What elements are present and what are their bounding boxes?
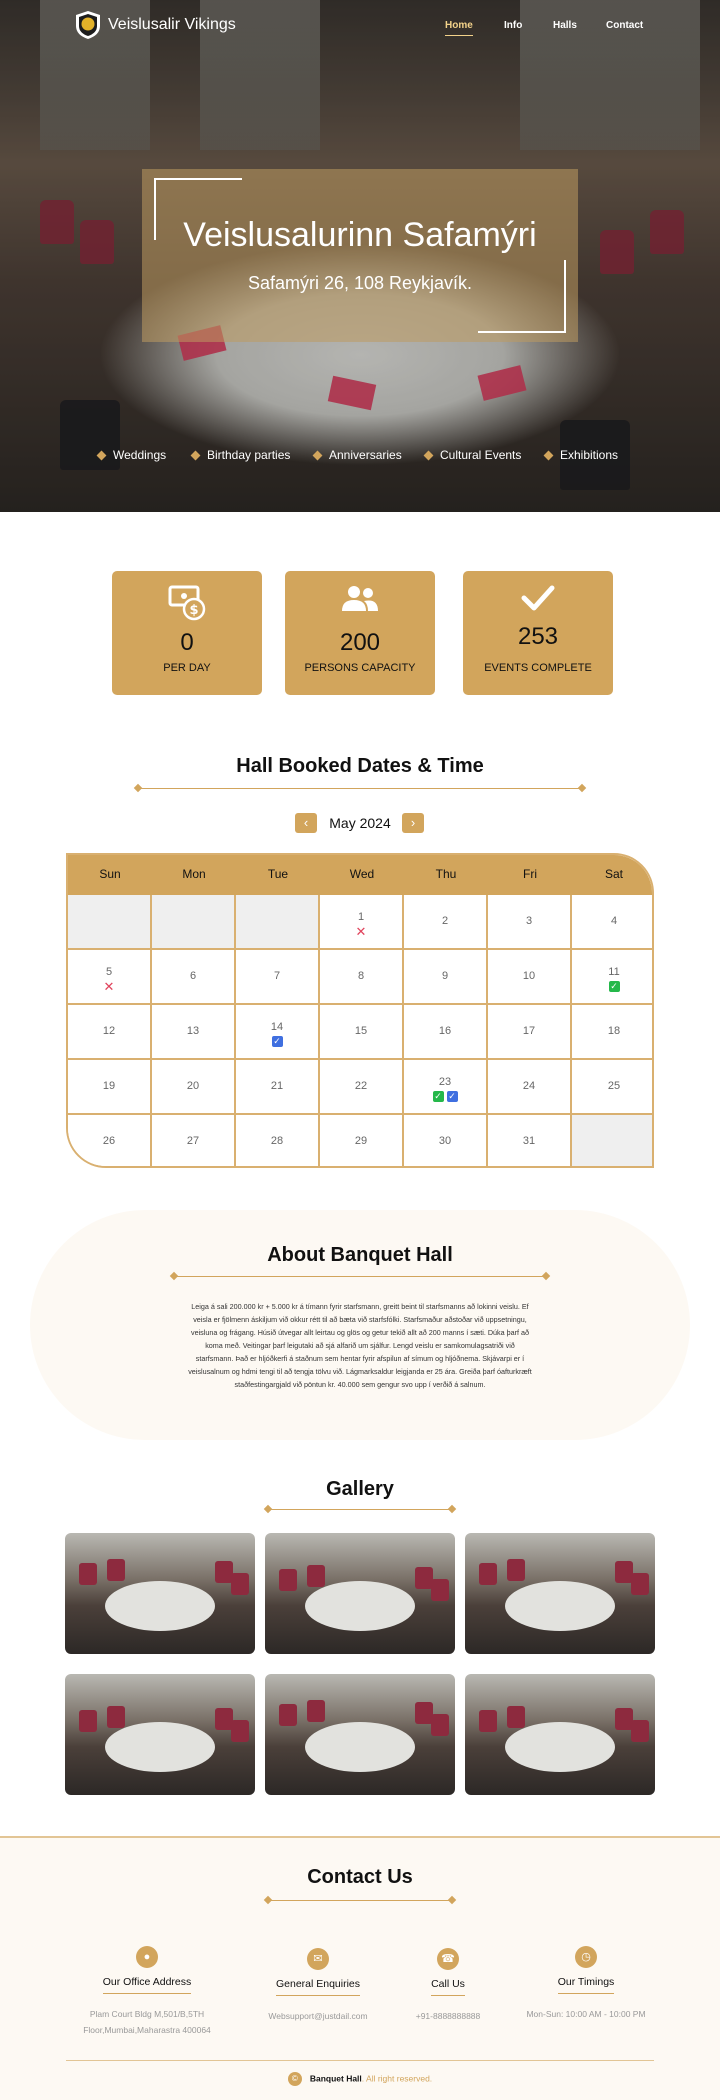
gallery-photo[interactable]	[65, 1674, 255, 1795]
photo-chair-shape	[431, 1714, 449, 1736]
calendar-day-number: 7	[273, 970, 281, 982]
calendar-day-cell[interactable]	[236, 1005, 320, 1060]
check-icon	[520, 583, 556, 613]
stat-card-events	[463, 571, 613, 695]
booking-marks	[320, 926, 402, 937]
calendar-day-cell[interactable]	[152, 1005, 236, 1060]
section-divider	[268, 1509, 452, 1510]
about-text: Leiga á sali 200.000 kr + 5.000 kr á tímann fyrir starfsmann, greitt beint til starfsmanns að lokinni veislu. Ef veisla er fjölmenn áskiljum við okkur rétt til að bæta við starfsfólki. Starfsmaður aðstoðar við uppsetningu, veisluna og frágang. Húsið útvegar allt leirtau og glös og getur tekið allt að 200 manns í sæti. Dúka þarf að koma með. Veitingar þarf leigutaki að sjá alfarið um sjálfur. Lengd veislu er samkomulagsatriði við starfsmann. Það er hljóðkerfi á staðnum sem hentar fyrir afspilun af símum og hljóðnema. Skjávarpi er í veislusalnum og hdmi tengi til að tengja tölvu við. Lágmarksaldur leigjanda er 25 ára. Greiða þarf óafturkræft staðfestingargjald við pöntun kr. 40.000 sem gengur svo upp í verðið á salnum.	[188, 1302, 532, 1389]
calendar-day-cell[interactable]	[404, 1115, 488, 1168]
photo-chair-shape	[631, 1573, 649, 1595]
contact-item-text[interactable]: Websupport@justdail.com	[268, 2011, 368, 2021]
calendar-day-cell[interactable]	[320, 1115, 404, 1168]
contact-item-text: Plam Court Bldg M,501/B,5TH Floor,Mumbai,Maharastra 400064	[83, 2009, 211, 2035]
photo-chair-shape	[631, 1720, 649, 1742]
booking-marks	[404, 1091, 486, 1102]
diamond-icon	[424, 450, 434, 460]
contact-heading: Contact Us	[307, 1866, 413, 1888]
calendar-day-cell[interactable]	[236, 950, 320, 1005]
calendar-day-number: 26	[102, 1135, 116, 1147]
event-tag	[314, 448, 402, 462]
footer	[0, 2072, 720, 2086]
diamond-icon	[544, 450, 554, 460]
booked-cross-icon: ✕	[355, 924, 367, 939]
event-tag	[98, 448, 166, 462]
contact-enquiries	[243, 1948, 393, 2024]
calendar-day-cell[interactable]	[320, 1060, 404, 1115]
calendar-day-cell[interactable]	[68, 950, 152, 1005]
booking-marks	[68, 981, 150, 992]
calendar-day-cell[interactable]	[152, 950, 236, 1005]
gallery-photo[interactable]	[465, 1533, 655, 1654]
calendar-day-cell[interactable]	[404, 1005, 488, 1060]
calendar-day-cell[interactable]	[68, 1005, 152, 1060]
calendar-empty-cell	[68, 895, 152, 950]
calendar-day-number: 20	[186, 1080, 200, 1092]
weekday-label: Mon	[182, 867, 206, 881]
diamond-icon	[313, 450, 323, 460]
booked-check-green-icon: ✓	[434, 1091, 442, 1101]
calendar-day-number: 25	[607, 1080, 621, 1092]
booked-check-blue-icon: ✓	[448, 1091, 456, 1101]
weekday-label: Sun	[99, 867, 121, 881]
calendar-weekday-header	[68, 855, 652, 895]
copyright-icon: ©	[288, 2072, 302, 2086]
calendar-day-number: 27	[186, 1135, 200, 1147]
weekday-label: Tue	[267, 867, 289, 881]
calendar-day-cell[interactable]	[68, 1115, 152, 1168]
calendar-day-cell[interactable]	[404, 895, 488, 950]
gallery-photo[interactable]	[65, 1533, 255, 1654]
stat-label: PER DAY	[163, 662, 211, 674]
event-tag	[425, 448, 521, 462]
stat-value: 0	[180, 629, 194, 656]
hero-section	[0, 0, 720, 512]
stat-label: PERSONS CAPACITY	[304, 662, 416, 674]
calendar-day-number: 21	[270, 1080, 284, 1092]
calendar-day-number: 15	[354, 1025, 368, 1037]
calendar-day-cell[interactable]	[488, 1005, 572, 1060]
diamond-icon	[97, 450, 107, 460]
section-divider	[138, 788, 582, 789]
hero-title-panel	[142, 169, 578, 342]
location-icon: ●	[136, 1946, 158, 1968]
calendar-day-cell[interactable]	[572, 950, 654, 1005]
calendar-day-number: 14	[270, 1021, 284, 1033]
section-divider	[268, 1900, 452, 1901]
calendar-day-number: 9	[441, 970, 449, 982]
calendar-day-number: 28	[270, 1135, 284, 1147]
calendar-day-number: 8	[357, 970, 365, 982]
about-heading: About Banquet Hall	[267, 1244, 453, 1266]
photo-chair-shape	[431, 1579, 449, 1601]
calendar-day-number: 17	[522, 1025, 536, 1037]
next-month-button[interactable]: ›	[402, 813, 424, 833]
booking-calendar	[66, 853, 654, 1168]
event-tag	[545, 448, 618, 462]
money-icon	[167, 583, 207, 623]
calendar-day-cell[interactable]	[152, 1060, 236, 1115]
footer-brand: Banquet Hall	[309, 2073, 362, 2084]
calendar-empty-cell	[236, 895, 320, 950]
calendar-day-cell[interactable]	[488, 1060, 572, 1115]
hero-frame-line	[478, 331, 566, 333]
stat-card-capacity	[285, 571, 435, 695]
contact-phone	[373, 1948, 523, 2024]
photo-chair-shape	[479, 1563, 497, 1585]
footer-divider	[66, 2060, 654, 2061]
photo-chair-shape	[507, 1706, 525, 1728]
calendar-day-number: 19	[102, 1080, 116, 1092]
calendar-day-number: 4	[610, 915, 618, 927]
weekday-label: Sat	[604, 867, 623, 881]
stat-value: 253	[517, 623, 559, 650]
nav-info[interactable]: Info	[504, 20, 523, 31]
photo-chair-shape	[107, 1559, 125, 1581]
calendar-day-cell[interactable]	[236, 1115, 320, 1168]
calendar-day-cell[interactable]	[68, 1060, 152, 1115]
calendar-day-cell[interactable]	[572, 1060, 654, 1115]
hero-address: Safamýri 26, 108 Reykjavík.	[247, 273, 473, 293]
contact-timings	[511, 1946, 661, 2022]
weekday-label: Thu	[435, 867, 457, 881]
calendar-day-number: 23	[438, 1076, 452, 1088]
stat-value: 200	[339, 629, 381, 656]
booked-check-blue-icon: ✓	[273, 1036, 281, 1046]
calendar-day-number: 13	[186, 1025, 200, 1037]
calendar-day-number: 18	[607, 1025, 621, 1037]
calendar-month: May 2024	[329, 815, 391, 831]
calendar-day-cell[interactable]	[404, 950, 488, 1005]
clock-icon: ◷	[575, 1946, 597, 1968]
contact-address	[72, 1946, 222, 2038]
calendar-day-cell[interactable]	[236, 1060, 320, 1115]
stat-label: EVENTS COMPLETE	[484, 662, 592, 674]
main-nav	[0, 20, 720, 40]
booked-cross-icon: ✕	[103, 979, 115, 994]
calendar-day-cell[interactable]	[572, 1005, 654, 1060]
event-tag-label: Weddings	[113, 448, 167, 462]
calendar-day-number: 6	[189, 970, 197, 982]
calendar-day-number: 3	[525, 915, 533, 927]
contact-item-title: Our Timings	[558, 1976, 615, 1994]
stat-card-price	[112, 571, 262, 695]
calendar-day-number: 11	[608, 966, 620, 978]
calendar-day-number: 22	[354, 1080, 368, 1092]
weekday-label: Wed	[349, 867, 375, 881]
photo-table-shape	[505, 1722, 615, 1772]
photo-chair-shape	[231, 1720, 249, 1742]
calendar-day-number: 30	[438, 1135, 452, 1147]
diamond-icon	[191, 450, 201, 460]
calendar-day-cell[interactable]	[572, 895, 654, 950]
booking-marks	[572, 981, 654, 992]
event-tag-label: Anniversaries	[329, 448, 402, 462]
gallery-photo[interactable]	[265, 1533, 455, 1654]
brand-name: Veislusalir Vikings	[108, 16, 236, 33]
calendar-day-cell[interactable]	[320, 950, 404, 1005]
photo-chair-shape	[307, 1565, 325, 1587]
calendar-day-number: 31	[522, 1135, 536, 1147]
nav-contact[interactable]: Contact	[606, 20, 644, 31]
calendar-day-cell[interactable]	[488, 1115, 572, 1168]
calendar-day-number: 16	[438, 1025, 452, 1037]
contact-item-title: Our Office Address	[103, 1976, 192, 1994]
calendar-day-cell[interactable]	[488, 895, 572, 950]
phone-icon: ☎	[437, 1948, 459, 1970]
photo-table-shape	[505, 1581, 615, 1631]
users-icon	[340, 583, 380, 617]
calendar-day-number: 10	[522, 970, 536, 982]
contact-item-title: General Enquiries	[276, 1978, 360, 1996]
photo-chair-shape	[507, 1559, 525, 1581]
calendar-day-cell[interactable]	[320, 895, 404, 950]
calendar-day-number: 2	[441, 915, 449, 927]
hero-frame-line	[564, 260, 566, 333]
calendar-day-number: 5	[105, 966, 113, 978]
photo-chair-shape	[231, 1573, 249, 1595]
calendar-day-cell[interactable]	[320, 1005, 404, 1060]
calendar-empty-cell	[572, 1115, 654, 1168]
photo-chair-shape	[107, 1706, 125, 1728]
hero-frame-line	[154, 178, 242, 180]
photo-table-shape	[305, 1722, 415, 1772]
photo-chair-shape	[279, 1569, 297, 1591]
photo-chair-shape	[307, 1700, 325, 1722]
mail-icon: ✉	[307, 1948, 329, 1970]
calendar-day-cell[interactable]	[488, 950, 572, 1005]
photo-table-shape	[305, 1581, 415, 1631]
event-tags	[0, 448, 720, 464]
calendar-day-number: 1	[357, 911, 365, 923]
event-tag-label: Birthday parties	[207, 448, 291, 462]
photo-chair-shape	[279, 1704, 297, 1726]
calendar-empty-cell	[152, 895, 236, 950]
event-tag	[192, 448, 290, 462]
calendar-day-number: 29	[354, 1135, 368, 1147]
booked-check-green-icon: ✓	[610, 981, 618, 991]
nav-halls[interactable]: Halls	[553, 20, 577, 31]
contact-item-title: Call Us	[431, 1978, 465, 1996]
calendar-day-number: 12	[102, 1025, 116, 1037]
contact-item-text[interactable]: +91-8888888888	[415, 2011, 481, 2021]
svg-text:$: $	[189, 603, 199, 618]
photo-table-shape	[105, 1581, 215, 1631]
event-tag-label: Exhibitions	[560, 448, 619, 462]
photo-chair-shape	[479, 1710, 497, 1732]
photo-chair-shape	[79, 1563, 97, 1585]
calendar-day-cell[interactable]	[152, 1115, 236, 1168]
weekday-label: Fri	[523, 867, 537, 881]
section-divider	[174, 1276, 546, 1277]
nav-home[interactable]: Home	[445, 20, 473, 36]
photo-chair-shape	[79, 1710, 97, 1732]
calendar-day-cell[interactable]	[404, 1060, 488, 1115]
prev-month-button[interactable]: ‹	[295, 813, 317, 833]
calendar-day-number: 24	[522, 1080, 536, 1092]
gallery-photo[interactable]	[465, 1674, 655, 1795]
hero-title: Veislusalurinn Safamýri	[183, 216, 537, 254]
event-tag-label: Cultural Events	[440, 448, 522, 462]
gallery-photo[interactable]	[265, 1674, 455, 1795]
contact-item-text: Mon-Sun: 10:00 AM - 10:00 PM	[526, 2009, 646, 2019]
calendar-heading: Hall Booked Dates & Time	[236, 755, 484, 777]
gallery-heading: Gallery	[326, 1478, 394, 1500]
photo-table-shape	[105, 1722, 215, 1772]
footer-rights: . All right reserved.	[361, 2073, 433, 2084]
booking-marks	[236, 1036, 318, 1047]
